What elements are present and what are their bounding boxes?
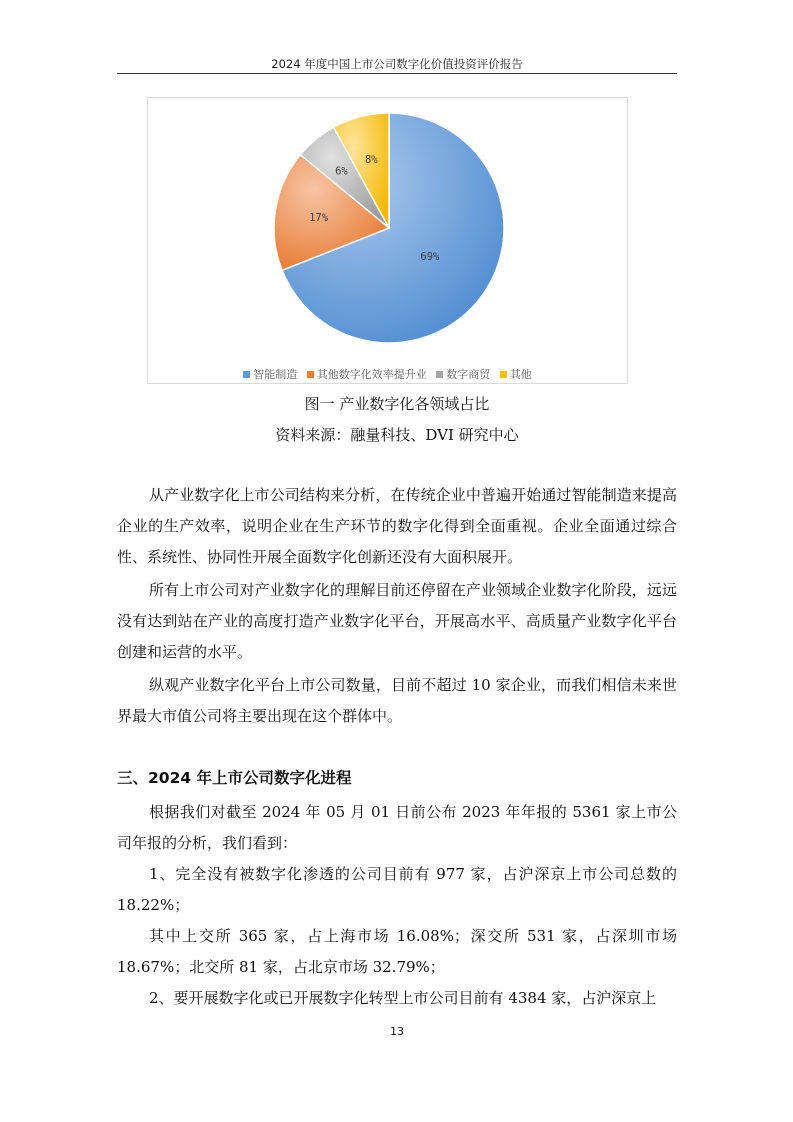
paragraph: 2、要开展数字化或已开展数字化转型上市公司目前有 4384 家，占沪深京上 xyxy=(149,989,657,1007)
paragraph: 所有上市公司对产业数字化的理解目前还停留在产业领域企业数字化阶段，远远没有达到站在产业的高度打造产业数字化平台，开展高水平、高质量产业数字化平台创建和运营的水平。 xyxy=(117,581,677,661)
page-number: 13 xyxy=(390,1025,404,1038)
legend-item-other: 其他 xyxy=(500,366,532,382)
paragraph: 1、完全没有被数字化渗透的公司目前有 977 家，占沪深京上市公司总数的 18.22%； xyxy=(117,865,677,914)
legend-swatch xyxy=(436,371,443,378)
chart-legend xyxy=(148,366,627,382)
paragraph: 纵观产业数字化平台上市公司数量，目前不超过 10 家企业，而我们相信未来世界最大市值公司将主要出现在这个群体中。 xyxy=(117,676,677,725)
legend-swatch xyxy=(307,371,314,378)
section-heading: 三、2024 年上市公司数字化进程 xyxy=(117,769,352,787)
legend-item-digital-commerce: 数字商贸 xyxy=(436,366,490,382)
pie-data-label: 6% xyxy=(335,165,348,178)
paragraph: 从产业数字化上市公司结构来分析，在传统企业中普遍开始通过智能制造来提高企业的生产效率，说明企业在生产环节的数字化得到全面重视。企业全面通过综合性、系统性、协同性开展全面数字化创新还没有大面积展开。 xyxy=(117,486,677,566)
figure-source: 资料来源：融量科技、DVI 研究中心 xyxy=(275,426,519,444)
pie-data-label: 17% xyxy=(309,211,329,224)
pie-data-label: 8% xyxy=(364,153,378,166)
legend-item-other-efficiency: 其他数字化效率提升业 xyxy=(307,366,427,382)
pie-data-label: 69% xyxy=(420,250,440,263)
paragraph: 其中上交所 365 家，占上海市场 16.08%；深交所 531 家，占深圳市场 18.67%；北交所 81 家，占北京市场 32.79%； xyxy=(117,927,677,976)
header-divider xyxy=(117,73,677,74)
legend-item-smart-manufacturing: 智能制造 xyxy=(243,366,297,382)
legend-swatch xyxy=(500,371,507,378)
pie-chart xyxy=(148,98,627,360)
paragraph: 根据我们对截至 2024 年 05 月 01 日前公布 2023 年年报的 5361 家上市公司年报的分析，我们看到： xyxy=(117,803,677,852)
pie-chart-container xyxy=(147,97,628,384)
report-header-title: 2024 年度中国上市公司数字化价值投资评价报告 xyxy=(271,57,523,71)
legend-swatch xyxy=(243,371,250,378)
figure-caption: 图一 产业数字化各领域占比 xyxy=(304,395,490,413)
